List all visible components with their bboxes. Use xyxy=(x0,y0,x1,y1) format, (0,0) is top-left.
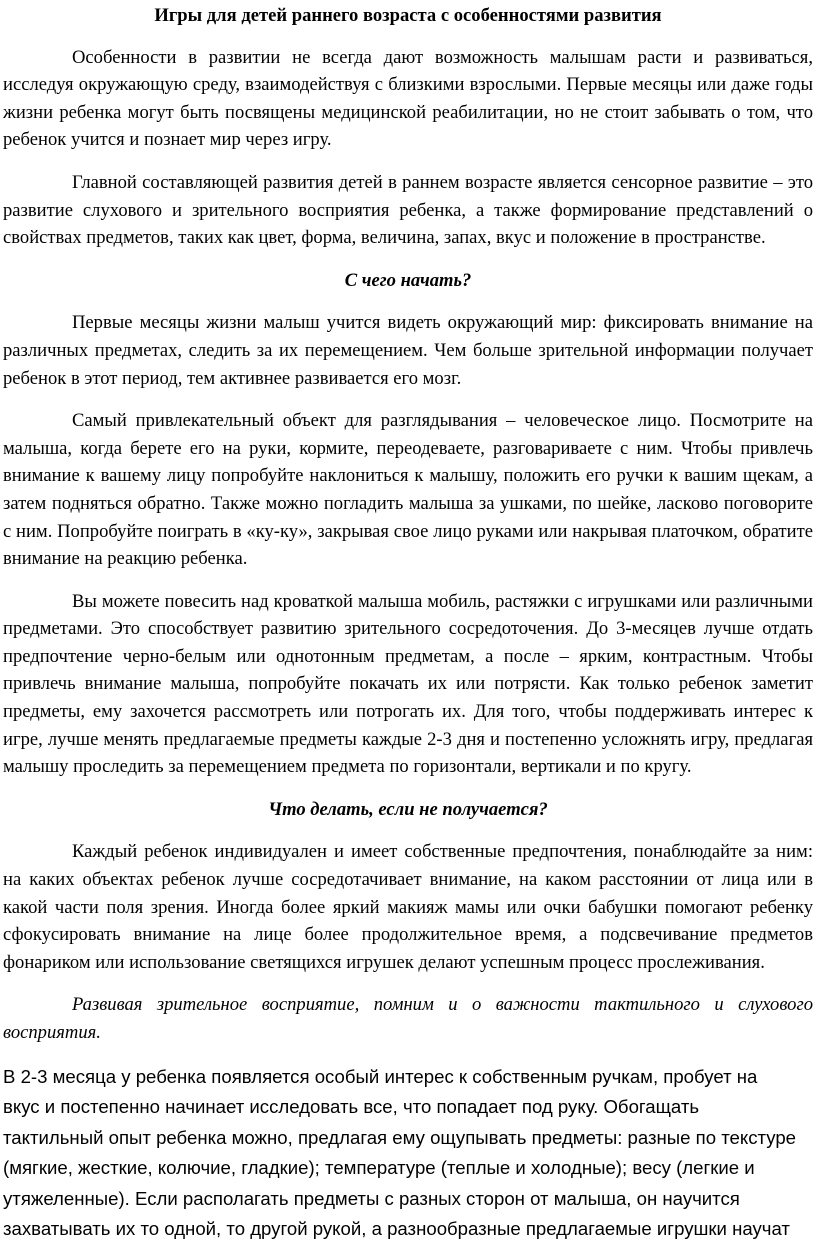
plain-text-line: вкус и постепенно начинает исследовать все, что попадает под руку. Обогащать xyxy=(3,1096,700,1118)
section-heading-troubleshoot: Что делать, если не получается? xyxy=(268,798,548,820)
plain-text-line: (мягкие, жесткие, колючие, гладкие); температуре (теплые и холодные); весу (легкие и xyxy=(3,1157,755,1179)
italic-note: Развивая зрительное восприятие, помним и о важности тактильного и слухового восприятия. xyxy=(3,994,813,1043)
plain-text-line: В 2-3 месяца у ребенка появляется особый интерес к собственным ручкам, пробует на xyxy=(3,1065,758,1087)
plain-text-line: тактильный опыт ребенка можно, предлагая ему ощупывать предметы: разные по текстуре xyxy=(3,1126,797,1148)
section1-paragraph-1: Первые месяцы жизни малыш учится видеть окружающий мир: фиксировать внимание на различных предметах, следить за их перемещением. Чем больше зрительной информации получает ребенок в этот период, тем активнее развивается его мозг. xyxy=(3,312,813,389)
intro-paragraph-2: Главной составляющей развития детей в раннем возрасте является сенсорное развитие – это развитие слухового и зрительного восприятия ребенка, а также формирование представлений о свойствах предметов, таких как цвет, форма, величина, запах, вкус и положение в пространстве. xyxy=(3,171,813,249)
plain-text-line: утяжеленные). Если располагать предметы с разных сторон от малыша, он научится xyxy=(3,1187,740,1209)
plain-text-block xyxy=(3,1062,813,1245)
section1-paragraph-3: Вы можете повесить над кроваткой малыша мобиль, растяжки с игрушками или различными предметами. Это способствует развитию зрительного сосредоточения. До 3-месяцев лучше отдать предпочтение черно-белым или однотонным предметам, а после – ярким, контрастным. Чтобы привлечь внимание малыша, попробуйте покачать их или потрясти. Как только ребенок заметит предметы, ему захочется рассмотреть или потрогать их. Для того, чтобы поддерживать интерес к игре, лучше менять предлагаемые предметы каждые 2-3 дня и постепенно усложнять игру, предлагая малышу проследить за перемещением предмета по горизонтали, вертикали и по кругу. xyxy=(3,590,813,778)
section2-paragraph-1: Каждый ребенок индивидуален и имеет собственные предпочтения, понаблюдайте за ним: на каких объектах ребенок лучше сосредотачивает внимание, на каком расстоянии от лица или в какой части поля зрения. Иногда более яркий макияж мамы или очки бабушки помогают ребенку сфокусировать внимание на лице более продолжительное время, а подсвечивание предметов фонариком или использование светящихся игрушек делают успешным процесс прослеживания. xyxy=(3,841,813,973)
section-heading-start: С чего начать? xyxy=(344,269,472,291)
document-title: Игры для детей раннего возраста с особенностями развития xyxy=(154,5,662,26)
plain-text-line: захватывать их то одной, то другой рукой, а разнообразные предлагаемые игрушки научат xyxy=(3,1218,790,1240)
intro-paragraph-1: Особенности в развитии не всегда дают возможность малышам расти и развиваться, исследуя окружающую среду, взаимодействуя с близкими взрослыми. Первые месяцы или даже годы жизни ребенка могут быть посвящены медицинской реабилитации, но не стоит забывать о том, что ребенок учится и познает мир через игру. xyxy=(3,46,813,151)
section1-paragraph-2: Самый привлекательный объект для разглядывания – человеческое лицо. Посмотрите на малыша, когда берете его на руки, кормите, переодеваете, разговариваете с ним. Чтобы привлечь внимание к вашему лицу попробуйте наклониться к малышу, положить его ручки к вашим щекам, а затем подняться обратно. Также можно погладить малыша за ушками, по шейке, ласково поговорите с ним. Попробуйте поиграть в «ку-ку», закрывая свое лицо руками или накрывая платочком, обратите внимание на реакцию ребенка. xyxy=(3,410,813,570)
